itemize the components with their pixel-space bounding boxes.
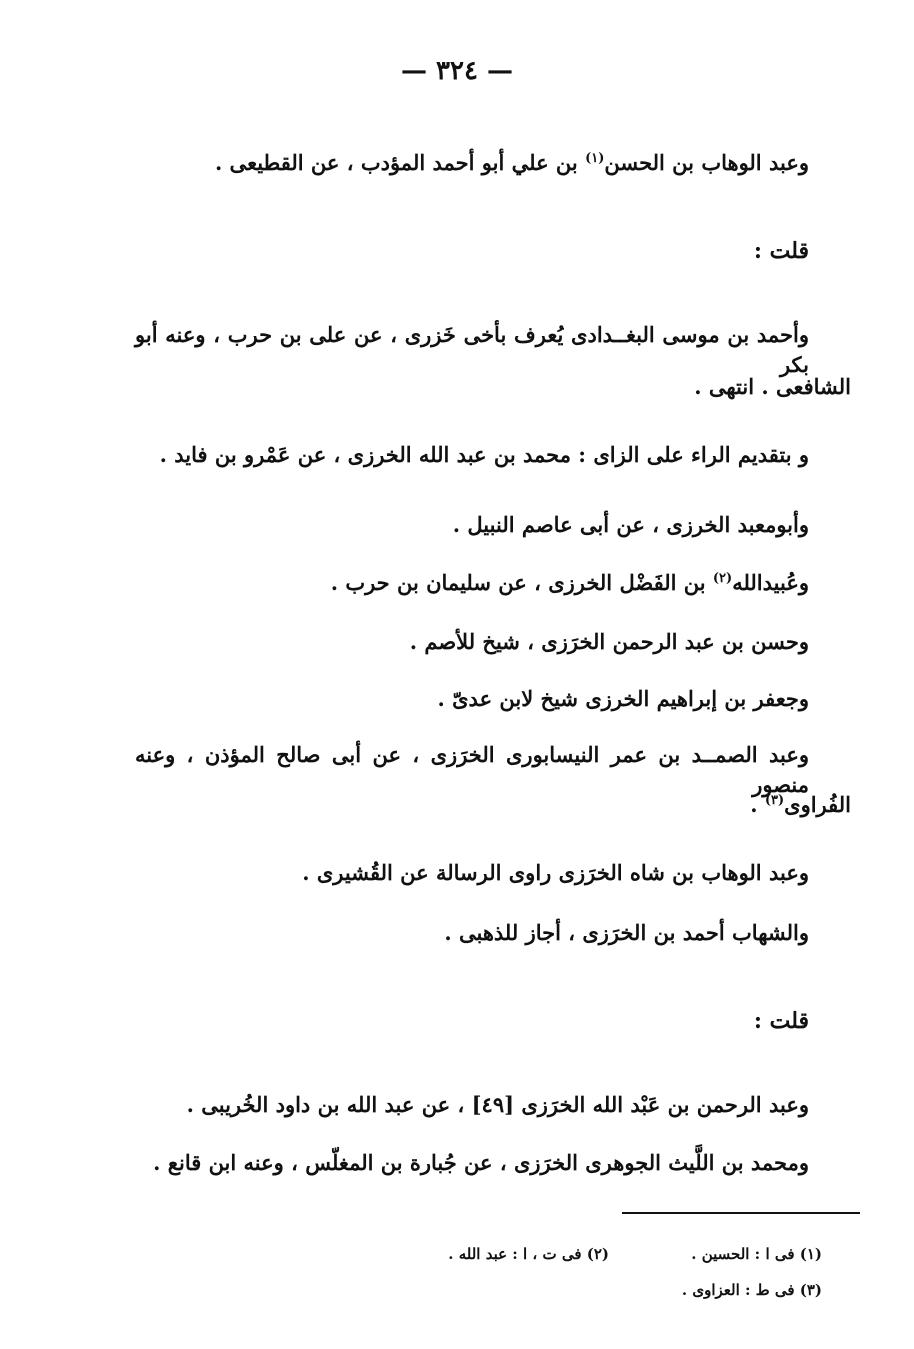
text-line-11: وعبد الوهاب بن شاه الخرَزى راوى الرسالة عن القُشيرى . xyxy=(302,860,809,885)
text-line-14: ومحمد بن اللَّيث الجوهرى الخرَزى ، عن جُبارة بن المغلّس ، وعنه ابن قانع . xyxy=(153,1150,809,1175)
text-segment: . xyxy=(750,792,765,817)
text-line-10 xyxy=(135,790,851,820)
text-line-8: وجعفر بن إبراهيم الخرزى شيخ لابن عدىّ . xyxy=(437,686,809,711)
footnote-ref-1: (١) xyxy=(585,151,605,166)
footnote-3: (٣) فى ط : العزاوى . xyxy=(681,1281,822,1299)
page-number: — ٣٢٤ — xyxy=(400,56,514,86)
text-line-9: وعبد الصمــد بن عمر النيسابورى الخرَزى ، عن أبى صالح المؤذن ، وعنه منصور xyxy=(135,742,809,797)
text-line-13: وعبد الرحمن بن عَبْد الله الخرَزى [٤٩] ، عن عبد الله بن داود الخُريبى . xyxy=(186,1092,809,1117)
footnote-2: (٢) فى ت ، ا : عبد الله . xyxy=(448,1245,609,1263)
footnote-ref-2: (٢) xyxy=(712,571,733,586)
text-line-3: الشافعى . انتهى . xyxy=(694,374,851,399)
section-heading-1: قلت : xyxy=(753,238,809,264)
text-line-6 xyxy=(135,568,809,598)
text-line-5: وأبومعبد الخرزى ، عن أبى عاصم النبيل . xyxy=(452,512,809,537)
text-segment: وعُبيدالله xyxy=(732,570,809,595)
footnote-ref-3: (٣) xyxy=(764,793,785,808)
text-segment: بن علي أبو أحمد المؤدب ، عن القطيعى . xyxy=(214,150,586,175)
text-line-4: و بتقديم الراء على الزاى : محمد بن عبد الله الخرزى ، عن عَمْرو بن فايد . xyxy=(159,442,809,467)
text-line-2: وأحمد بن موسى البغــدادى يُعرف بأخى خَزرى ، عن على بن حرب ، وعنه أبو بكر xyxy=(135,322,809,377)
text-segment: وعبد الوهاب بن الحسن xyxy=(604,150,809,175)
footnote-1: (١) فى ا : الحسين . xyxy=(691,1245,822,1263)
text-segment: الفُراوى xyxy=(784,792,851,817)
text-line-7: وحسن بن عبد الرحمن الخرَزى ، شيخ للأصم . xyxy=(409,629,809,654)
text-line-12: والشهاب أحمد بن الخرَزى ، أجاز للذهبى . xyxy=(444,920,809,945)
footnote-divider xyxy=(622,1212,860,1214)
text-line-1 xyxy=(135,148,809,178)
text-segment: بن الفَضْل الخرزى ، عن سليمان بن حرب . xyxy=(330,570,713,595)
section-heading-2: قلت : xyxy=(753,1008,809,1034)
